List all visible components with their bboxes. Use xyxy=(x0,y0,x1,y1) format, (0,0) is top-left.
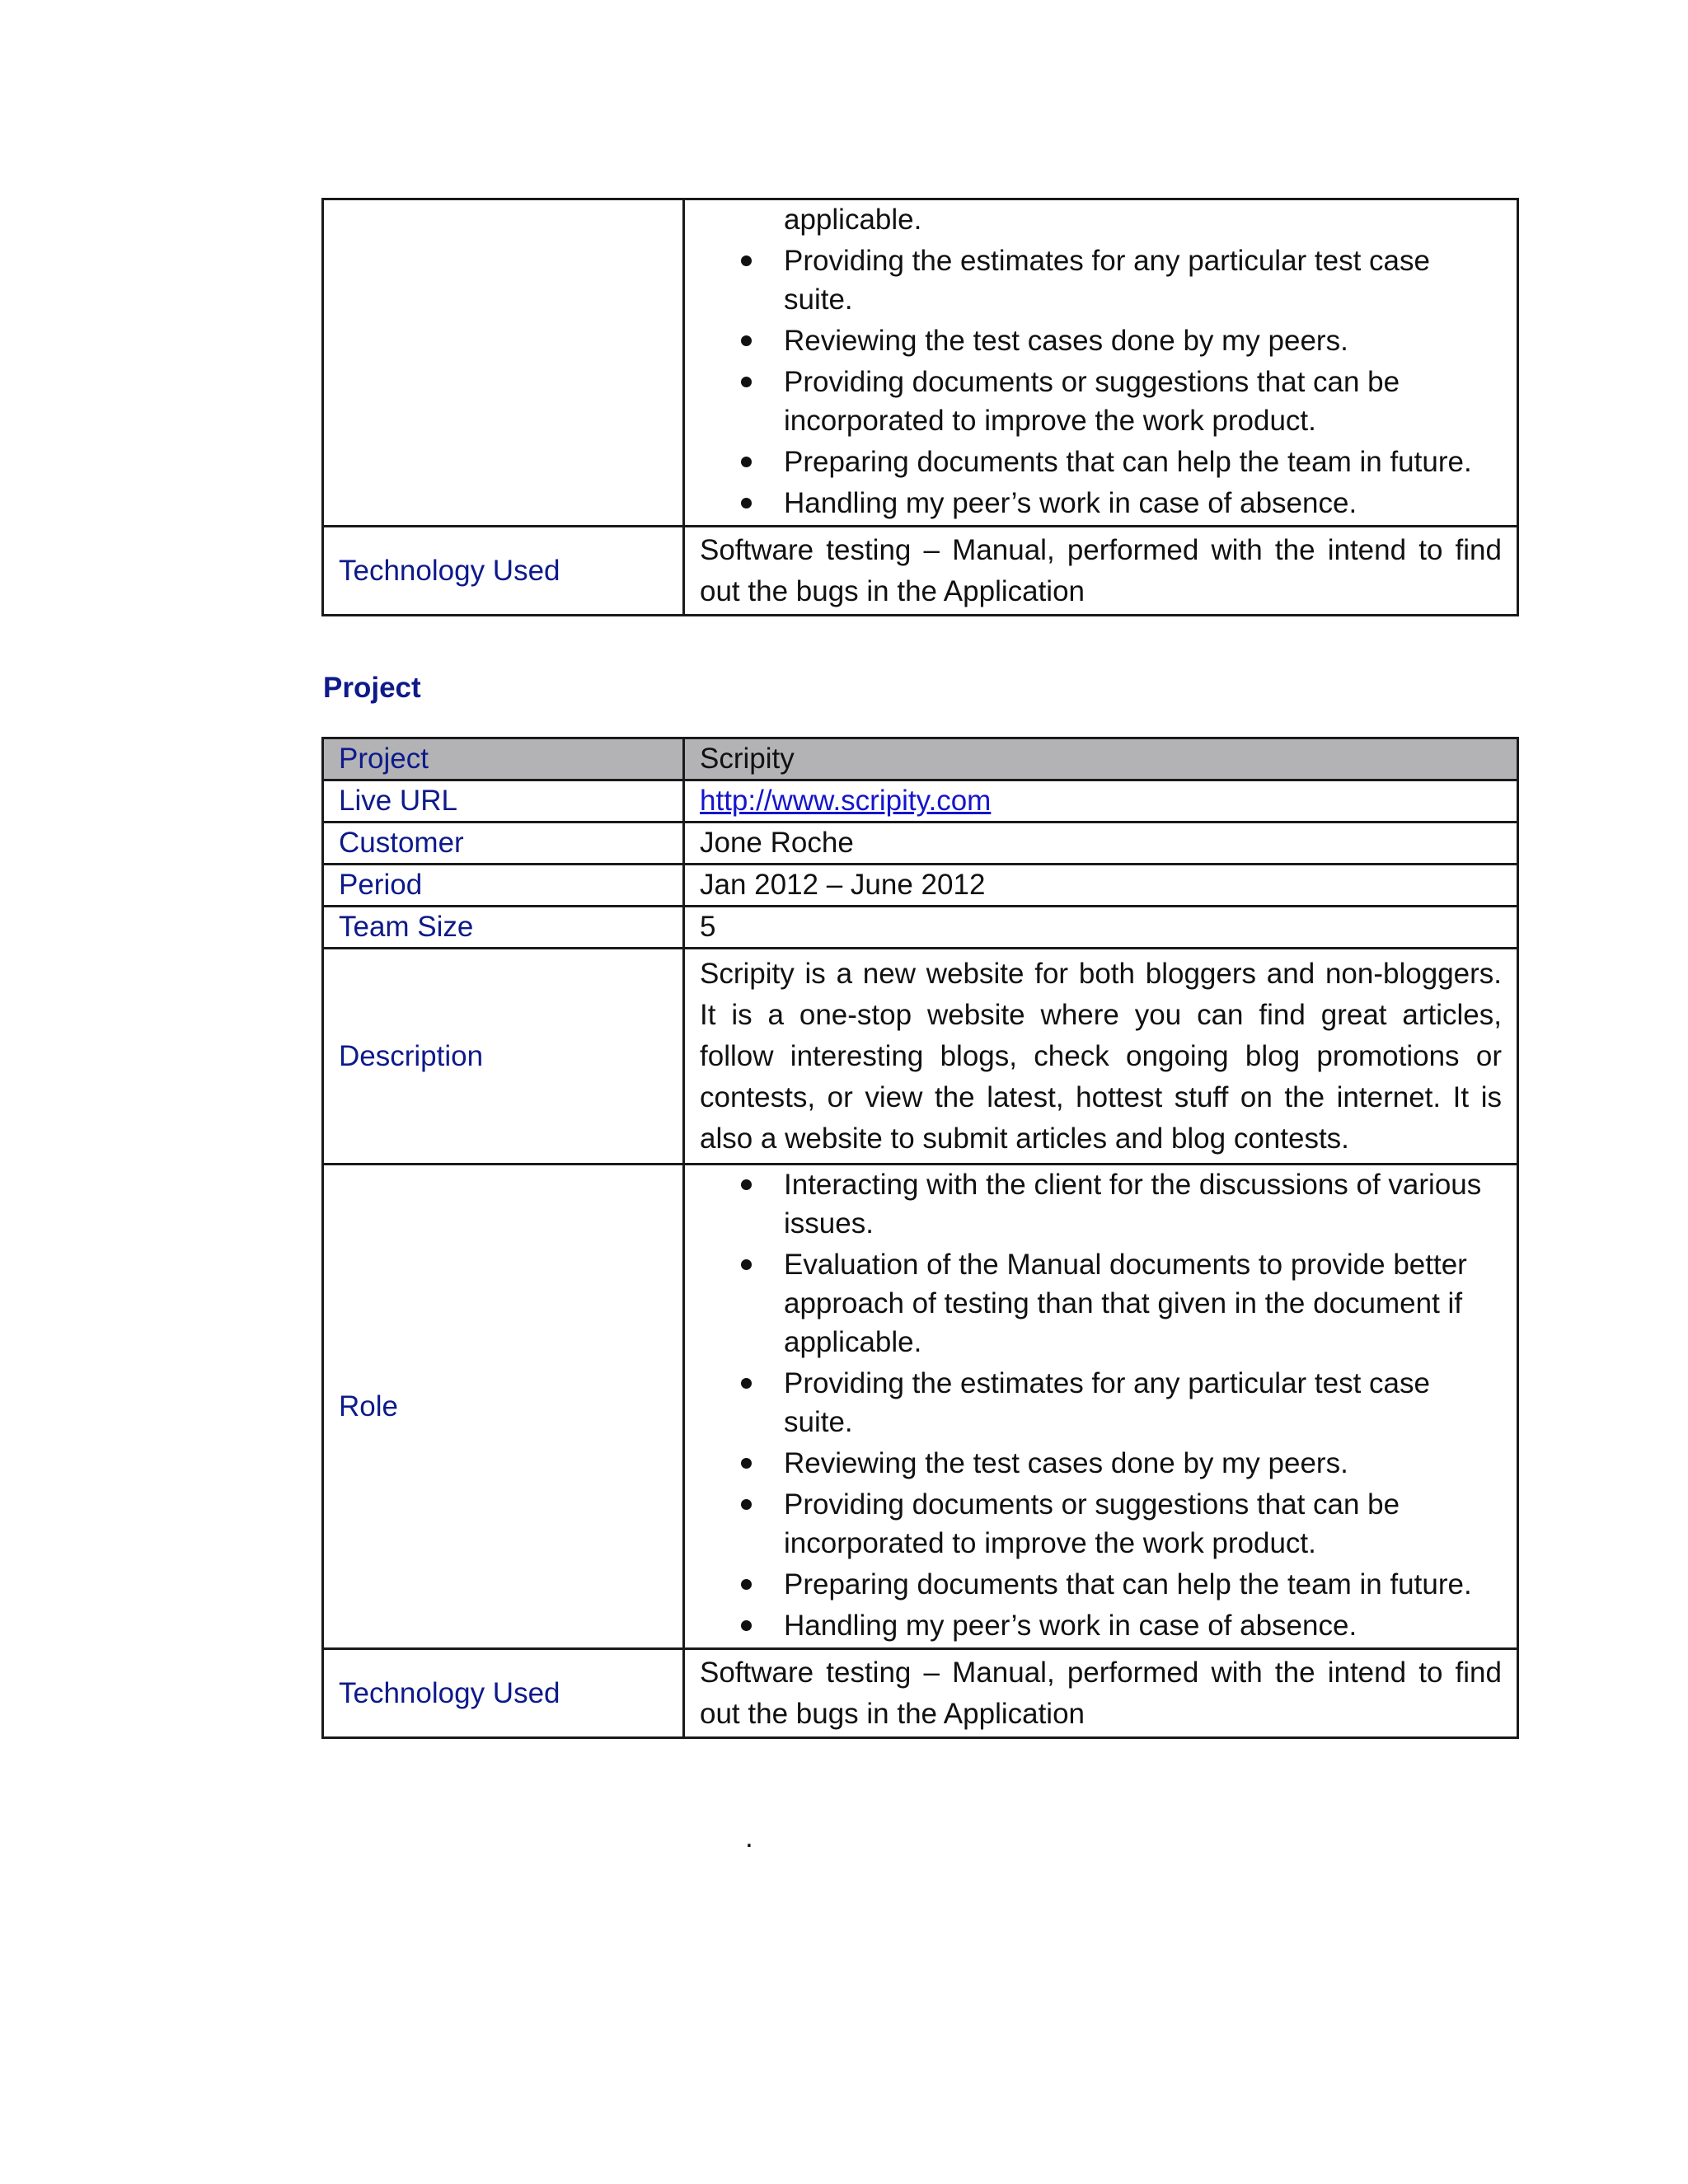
list-item: Providing the estimates for any particular test case suite. xyxy=(784,1364,1502,1441)
live-url-row xyxy=(323,780,1518,823)
technology-row xyxy=(323,1649,1518,1738)
team-size-value: 5 xyxy=(684,907,1518,949)
previous-project-table xyxy=(321,198,1519,616)
list-item: Providing documents or suggestions that can be incorporated to improve the work product. xyxy=(784,363,1502,440)
description-row xyxy=(323,949,1518,1165)
live-url-cell xyxy=(684,780,1518,823)
period-value: Jan 2012 – June 2012 xyxy=(684,865,1518,907)
list-item: Providing the estimates for any particular test case suite. xyxy=(784,241,1502,319)
role-continuation-list xyxy=(700,200,1502,523)
list-item: Reviewing the test cases done by my peers. xyxy=(784,1444,1502,1483)
list-item: Handling my peer’s work in case of absence. xyxy=(784,484,1502,523)
technology-value: Software testing – Manual, performed with the intend to find out the bugs in the Application xyxy=(684,1649,1518,1738)
project-table xyxy=(321,737,1519,1739)
period-label: Period xyxy=(323,865,684,907)
role-list xyxy=(700,1165,1502,1645)
project-label: Project xyxy=(323,738,684,780)
list-item: Preparing documents that can help the team in future. xyxy=(784,443,1502,481)
description-value: Scripity is a new website for both bloggers and non-bloggers. It is a one-stop website where you can find great articles, follow interesting blogs, check ongoing blog promotions or contests, or view the latest, hottest stuff on the internet. It is also a website to submit articles and blog contests. xyxy=(684,949,1518,1165)
role-continuation-row xyxy=(323,199,1518,527)
role-row xyxy=(323,1165,1518,1649)
list-item: Providing documents or suggestions that can be incorporated to improve the work product. xyxy=(784,1485,1502,1563)
live-url-link[interactable]: http://www.scripity.com xyxy=(700,785,992,817)
technology-label: Technology Used xyxy=(323,527,684,616)
role-cell xyxy=(684,1165,1518,1649)
technology-label: Technology Used xyxy=(323,1649,684,1738)
role-label: Role xyxy=(323,1165,684,1649)
customer-value: Jone Roche xyxy=(684,823,1518,865)
project-row xyxy=(323,738,1518,780)
live-url-label: Live URL xyxy=(323,780,684,823)
period-row xyxy=(323,865,1518,907)
technology-value: Software testing – Manual, performed with the intend to find out the bugs in the Application xyxy=(684,527,1518,616)
list-item: Handling my peer’s work in case of absence. xyxy=(784,1606,1502,1645)
role-label-empty-cell xyxy=(323,199,684,527)
list-item: applicable. xyxy=(784,204,922,236)
footer-mark: . xyxy=(745,1821,753,1854)
customer-label: Customer xyxy=(323,823,684,865)
project-value: Scripity xyxy=(684,738,1518,780)
section-title: Project xyxy=(323,672,421,704)
technology-row xyxy=(323,527,1518,616)
list-item: Preparing documents that can help the team in future. xyxy=(784,1565,1502,1604)
list-item: Evaluation of the Manual documents to provide better approach of testing than that given in the document if applicable. xyxy=(784,1245,1502,1361)
description-label: Description xyxy=(323,949,684,1165)
role-continuation-cell xyxy=(684,199,1518,527)
list-item: Reviewing the test cases done by my peers. xyxy=(784,321,1502,360)
team-size-label: Team Size xyxy=(323,907,684,949)
team-size-row xyxy=(323,907,1518,949)
list-item: Interacting with the client for the discussions of various issues. xyxy=(784,1165,1502,1243)
customer-row xyxy=(323,823,1518,865)
